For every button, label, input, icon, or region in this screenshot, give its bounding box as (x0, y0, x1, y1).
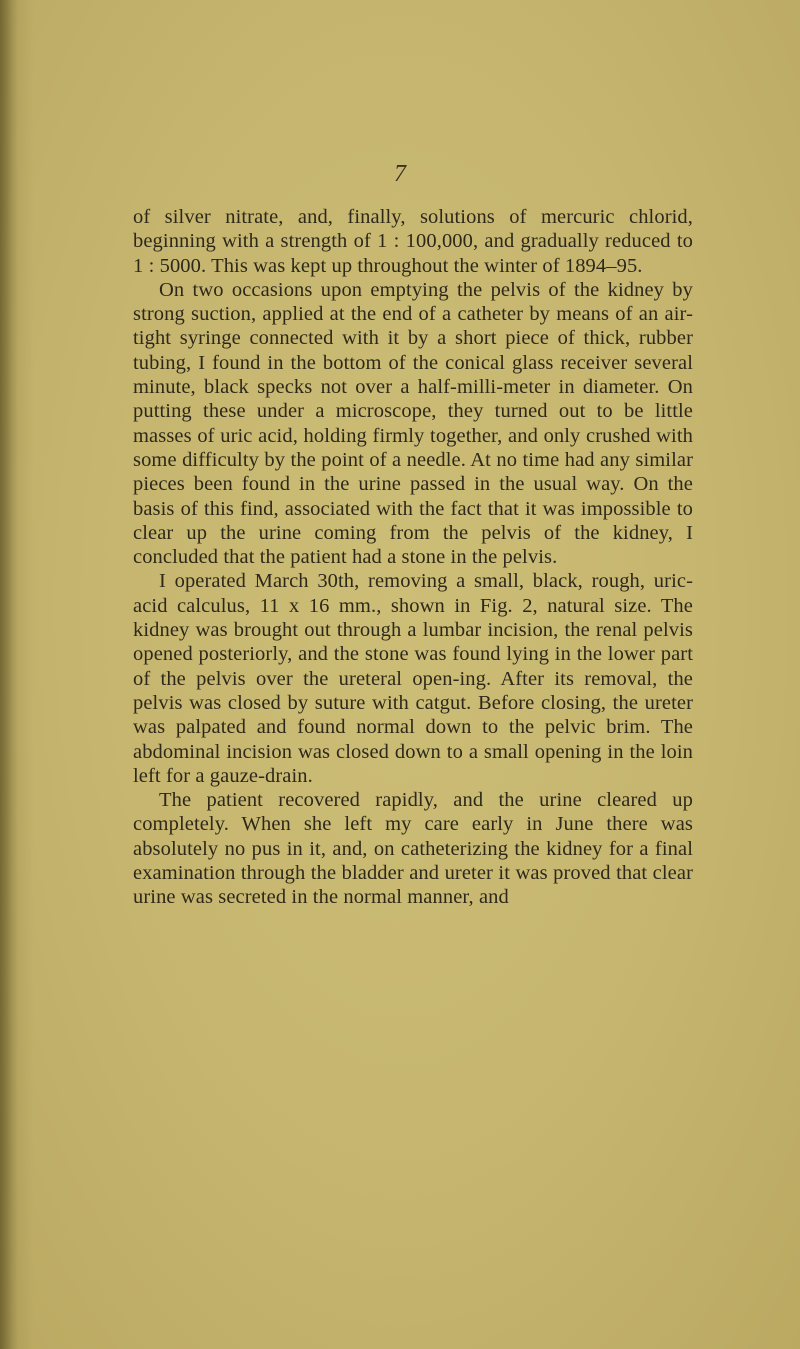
binding-shadow (0, 0, 18, 1349)
paragraph-3: I operated March 30th, removing a small, black, rough, uric-acid calculus, 11 x 16 mm., shown in Fig. 2, natural size. The kidney was brought out through a lumbar incision, the renal pelvis opened posteriorly, and the stone was found lying in the lower part of the pelvis over the ureteral open-ing. After its removal, the pelvis was closed by suture with catgut. Before closing, the ureter was palpated and found normal down to the pelvic brim. The abdominal incision was closed down to a small opening in the loin left for a gauze-drain. (133, 570, 693, 787)
page-number: 7 (394, 161, 406, 187)
paragraph-4: The patient recovered rapidly, and the urine cleared up completely. When she left my care early in June there was absolutely no pus in it, and, on catheterizing the kidney for a final examination through the bladder and ureter it was proved that clear urine was secreted in the normal manner, and (133, 789, 693, 909)
body-text (133, 205, 693, 910)
paragraph-1: of silver nitrate, and, finally, solutions of mercuric chlorid, beginning with a strength of 1 : 100,000, and gradually reduced to 1 : 5000. This was kept up throughout the winter of 1894–95. (133, 206, 693, 277)
paragraph-2: On two occasions upon emptying the pelvis of the kidney by strong suction, applied at the end of a catheter by means of an air-tight syringe connected with it by a short piece of thick, rubber tubing, I found in the bottom of the conical glass receiver several minute, black specks not over a half-milli-meter in diameter. On putting these under a microscope, they turned out to be little masses of uric acid, holding firmly together, and only crushed with some difficulty by the point of a needle. At no time had any similar pieces been found in the urine passed in the usual way. On the basis of this find, associated with the fact that it was impossible to clear up the urine coming from the pelvis of the kidney, I concluded that the patient had a stone in the pelvis. (133, 278, 693, 569)
